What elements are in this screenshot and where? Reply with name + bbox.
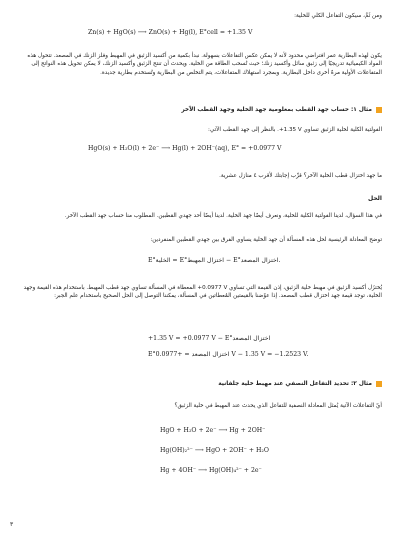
question2-text: أيّ التفاعلات الآتية يُمثل المعادلة النصفية للتفاعل الذي يحدث عند المهبط في خلية الزئبق؟ bbox=[174, 403, 382, 409]
half-reaction-equation: HgO(s) + H₂O(l) + 2e⁻ ⟶ Hg(l) + 2OH⁻(aq), E° = +0.0977 V bbox=[88, 145, 282, 152]
option-b[interactable]: Hg(OH)₂²⁻ ⟶ HgO + 2OH⁻ + H₂O bbox=[160, 447, 269, 454]
bullet-square-icon bbox=[376, 107, 382, 113]
battery-lifetime-paragraph: يكون لهذه البطارية عمر افتراضي محدود لأنه لا يمكن عكس التفاعلات بسهولة. نبدأ بكمية من أكسيد الزئبق في المهبط وفلز الزنك في المصعد. تتحول هذه المواد الكيميائية تدريجيًا إلى زئبق سائل وأكسيد زنك؛ حيث تُسحب الطاقة من الخلية. ويحدث أن تنتج الزئبق وأكسيد الزنك، لا يمكن تحويل هذه النواتج إلى المتفاعلات الأولية مرةً أخرى داخل البطارية. وبمجرد استهلاك المتفاعلات، يتم التخلص من البطارية وتُستخدم بطارية جديدة. bbox=[27, 53, 382, 76]
example2-title: مثال ٢: تحديد التفاعل النصفي عند مهبط خلية جلفانية bbox=[218, 381, 372, 387]
bullet-square-icon bbox=[376, 381, 382, 387]
solution-paragraph-1: في هذا السؤال، لدينا الفولتية الكلية للخلية، ونعرف أيضًا جهد الخلية. لدينا أيضًا أحد جهدي القطبين. المطلوب منا حساب جهد القطب الآخر. bbox=[64, 213, 382, 219]
substitution-equation-1: +1.35 V = +0.0977 V − E°اختزال المصعد bbox=[148, 335, 271, 342]
main-cell-equation-text: E°الخلية = E°اختزال المهبط − E°اختزال المصعد. bbox=[148, 257, 281, 264]
option-c[interactable]: Hg + 4OH⁻ ⟶ Hg(OH)₄²⁻ + 2e⁻ bbox=[160, 467, 262, 474]
example1-title: مثال ١: حساب جهد القطب بمعلومية جهد الخلية وجهد القطب الآخر bbox=[181, 107, 372, 113]
solution-paragraph-2: توضح المعادلة الرئيسية لحل هذه المسألة أن جهد الخلية يساوي الفرق بين جهدي القطبين المنفردين: bbox=[150, 237, 382, 243]
example2-heading bbox=[18, 380, 382, 389]
example1-heading bbox=[18, 106, 382, 115]
main-cell-equation bbox=[148, 256, 280, 265]
overall-equation: Zn(s) + HgO(s) ⟶ ZnO(s) + Hg(l), E°cell = +1.35 V bbox=[88, 29, 253, 36]
example1-body: الفولتية الكلية لخلية الزئبق تساوي ‎+1.35 V‎. بالنظر إلى جهد القطب الآتي: bbox=[208, 127, 382, 133]
question1-text: ما جهد اختزال قطب الخلية الآخر؟ قرِّب إجابتك لأقرب ٤ منازل عشرية. bbox=[219, 173, 382, 179]
page-number: ٣ bbox=[10, 521, 14, 528]
intro-text: ومن ثَمَّ، سيكون التفاعل الكلي للخلية: bbox=[294, 13, 382, 19]
option-a[interactable]: HgO + H₂O + 2e⁻ ⟶ Hg + 2OH⁻ bbox=[160, 427, 266, 434]
solution-paragraph-3: يُختزَل أكسيد الزئبق في مهبط خلية الزئبق، إذن القيمة التي تساوي ‎+0.0977 V‎ المعطاة في المسألة تساوي جهد قطب المهبط. باستخدام هذه القيمة وجهد الخلية، توجد قيمة جهد اختزال قطب المصعد. إذا عوّضنا بالقيمتين المُعطاتين في المسألة، يمكننا التوصل إلى الحل الصحيح باستخدام علم الجبر: bbox=[23, 285, 382, 300]
page-content bbox=[18, 12, 382, 527]
solution-label: الحل bbox=[368, 195, 382, 202]
substitution-equation-2: E°اختزال المصعد = +0.0977 V − 1.35 V = −1.2523 V. bbox=[148, 351, 309, 358]
